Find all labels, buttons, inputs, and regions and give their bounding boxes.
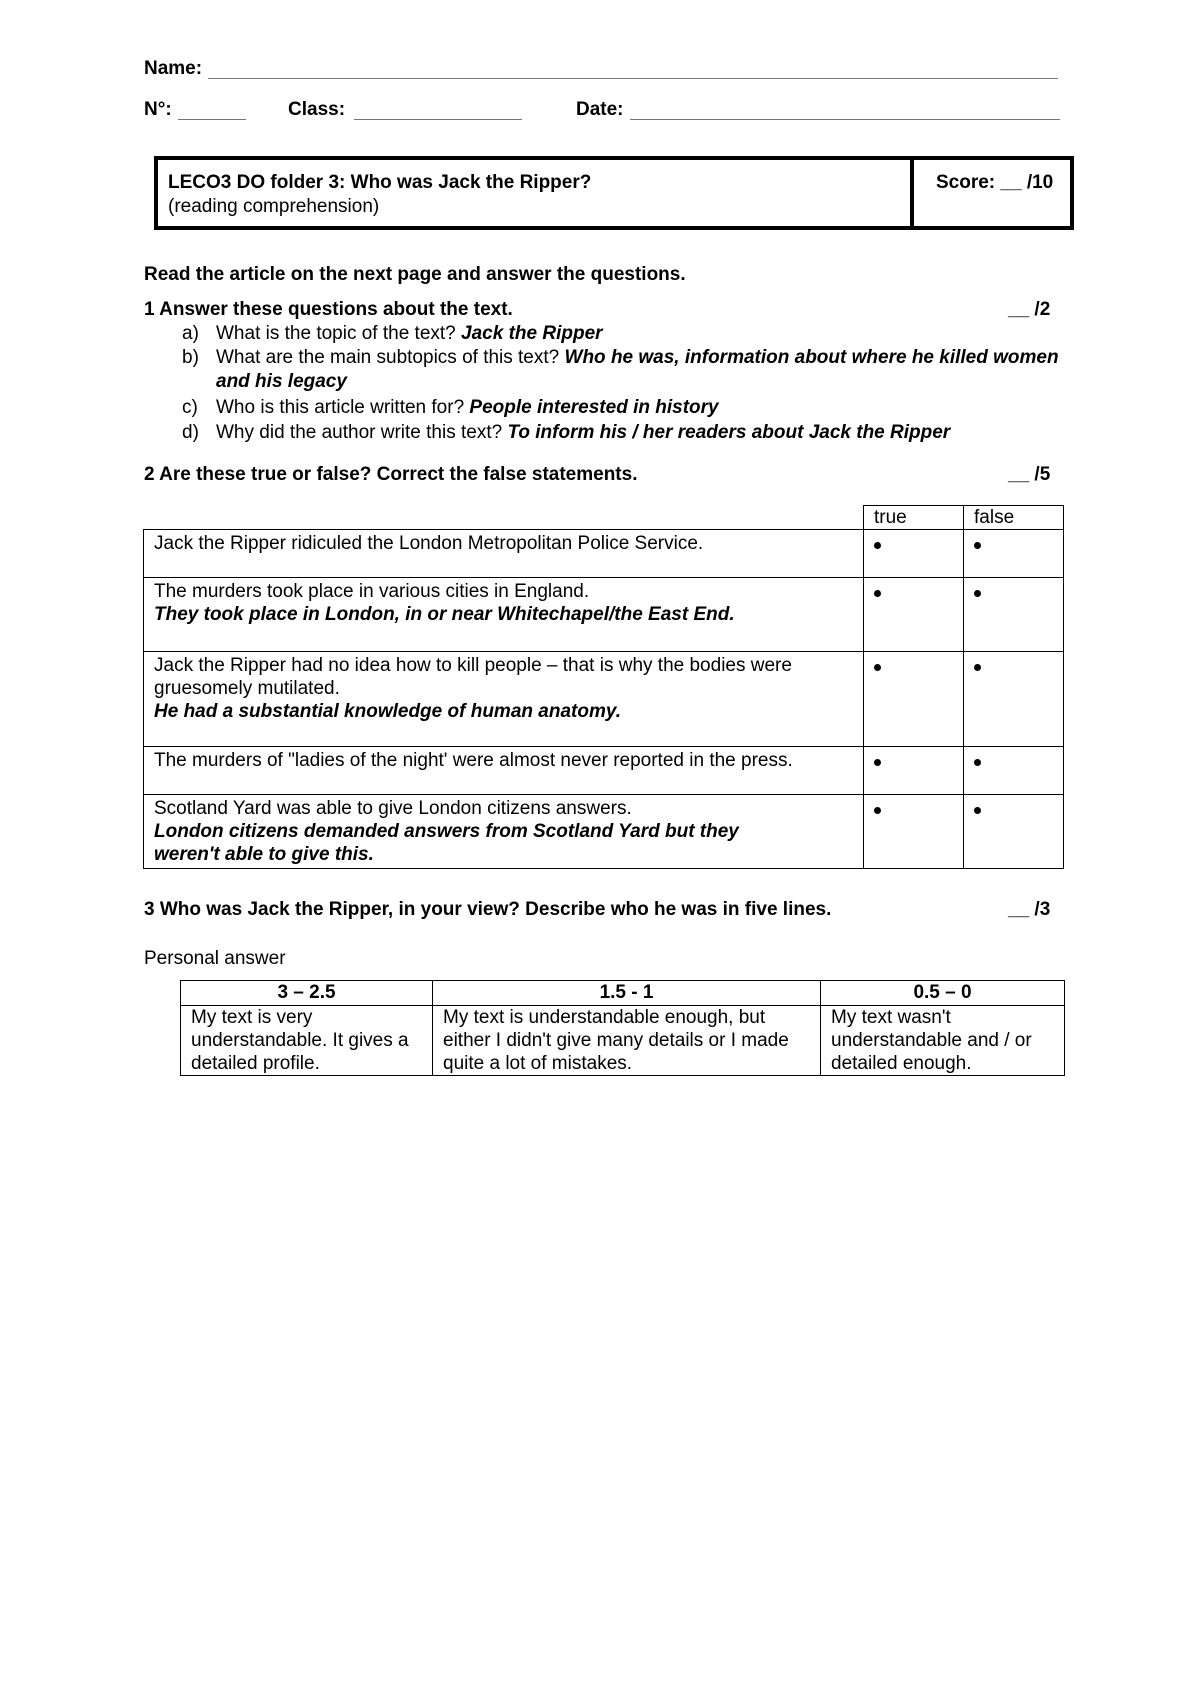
item-answer: Jack the Ripper <box>461 323 603 344</box>
rubric-header: 3 – 2.5 <box>181 981 433 1006</box>
section1-item-c <box>182 396 1062 420</box>
section2-heading: 2 Are these true or false? Correct the false statements. <box>144 464 638 485</box>
date-field[interactable] <box>630 119 1060 120</box>
rubric-cell: My text wasn't understandable and / or detailed enough. <box>821 1006 1065 1076</box>
section1-item-b <box>182 346 1062 394</box>
section1-item-a <box>182 322 1062 346</box>
rubric-cell: My text is understandable enough, but either I didn't give many details or I made quite a lot of mistakes. <box>433 1006 821 1076</box>
true-option[interactable] <box>864 747 964 795</box>
class-field[interactable] <box>354 119 522 120</box>
item-answer: Who he was, information about where he killed women and his legacy <box>216 347 1059 392</box>
item-question: What is the topic of the text? <box>216 323 456 344</box>
correction-text: London citizens demanded answers from Scotland Yard but they weren't able to give this. <box>154 821 739 865</box>
section3-score: __ /3 <box>1008 899 1051 920</box>
section1-score: __ /2 <box>1008 299 1051 320</box>
false-option[interactable] <box>964 747 1064 795</box>
total-score: Score: __ /10 <box>936 172 1054 193</box>
statement-text: Jack the Ripper had no idea how to kill people – that is why the bodies were gruesomely mutilated. <box>154 655 792 699</box>
section3-heading: 3 Who was Jack the Ripper, in your view? Describe who he was in five lines. <box>144 899 832 920</box>
statement-cell <box>144 747 864 795</box>
col-false-header: false <box>964 506 1064 530</box>
header-spacer <box>144 506 864 530</box>
statement-cell <box>144 530 864 578</box>
date-label: Date: <box>576 99 624 120</box>
section3-answer: Personal answer <box>144 948 286 969</box>
bullet-icon <box>874 590 881 597</box>
true-option[interactable] <box>864 795 964 869</box>
bullet-icon <box>974 590 981 597</box>
statement-cell <box>144 578 864 652</box>
bullet-icon <box>974 542 981 549</box>
rubric-header: 0.5 – 0 <box>821 981 1065 1006</box>
section1-item-d <box>182 421 1062 445</box>
number-field[interactable] <box>178 119 246 120</box>
bullet-icon <box>874 807 881 814</box>
false-option[interactable] <box>964 578 1064 652</box>
bullet-icon <box>974 664 981 671</box>
class-label: Class: <box>288 99 346 120</box>
correction-text: He had a substantial knowledge of human anatomy. <box>154 701 621 722</box>
false-option[interactable] <box>964 795 1064 869</box>
statement-text: Jack the Ripper ridiculed the London Metropolitan Police Service. <box>154 533 704 554</box>
true-option[interactable] <box>864 530 964 578</box>
true-option[interactable] <box>864 652 964 747</box>
correction-text: They took place in London, in or near Whitechapel/the East End. <box>154 604 735 625</box>
table-row <box>144 747 1064 795</box>
item-question: Who is this article written for? <box>216 397 465 418</box>
item-answer: To inform his / her readers about Jack the Ripper <box>507 422 951 443</box>
false-option[interactable] <box>964 530 1064 578</box>
table-row <box>144 578 1064 652</box>
item-letter: d) <box>182 422 199 443</box>
col-true-header: true <box>864 506 964 530</box>
bullet-icon <box>874 664 881 671</box>
table-header-row <box>144 506 1064 530</box>
number-label: N°: <box>144 99 172 120</box>
statement-text: The murders took place in various cities in England. <box>154 581 590 602</box>
bullet-icon <box>974 807 981 814</box>
rubric-header-row <box>181 981 1065 1006</box>
statement-text: Scotland Yard was able to give London citizens answers. <box>154 798 632 819</box>
item-answer: People interested in history <box>469 397 719 418</box>
worksheet-title: LECO3 DO folder 3: Who was Jack the Ripper? <box>168 172 592 193</box>
section2-score: __ /5 <box>1008 464 1051 485</box>
statement-cell <box>144 795 864 869</box>
bullet-icon <box>974 759 981 766</box>
bullet-icon <box>874 542 881 549</box>
rubric-table <box>180 980 1065 1076</box>
table-row <box>144 652 1064 747</box>
true-false-table <box>143 505 1064 869</box>
false-option[interactable] <box>964 652 1064 747</box>
name-label: Name: <box>144 58 203 79</box>
name-field[interactable] <box>208 78 1058 79</box>
section1-heading: 1 Answer these questions about the text. <box>144 299 513 320</box>
item-question: Why did the author write this text? <box>216 422 503 443</box>
item-letter: c) <box>182 397 198 418</box>
bullet-icon <box>874 759 881 766</box>
table-row <box>144 795 1064 869</box>
item-question: What are the main subtopics of this text? <box>216 347 560 368</box>
rubric-row <box>181 1006 1065 1076</box>
item-letter: a) <box>182 323 199 344</box>
instruction: Read the article on the next page and answer the questions. <box>144 264 686 285</box>
title-box-divider <box>910 156 914 230</box>
item-letter: b) <box>182 347 199 368</box>
rubric-header: 1.5 - 1 <box>433 981 821 1006</box>
table-row <box>144 530 1064 578</box>
rubric-cell: My text is very understandable. It gives a detailed profile. <box>181 1006 433 1076</box>
true-option[interactable] <box>864 578 964 652</box>
worksheet-subtitle: (reading comprehension) <box>168 196 380 217</box>
statement-text: The murders of "ladies of the night' were almost never reported in the press. <box>154 750 793 771</box>
statement-cell <box>144 652 864 747</box>
